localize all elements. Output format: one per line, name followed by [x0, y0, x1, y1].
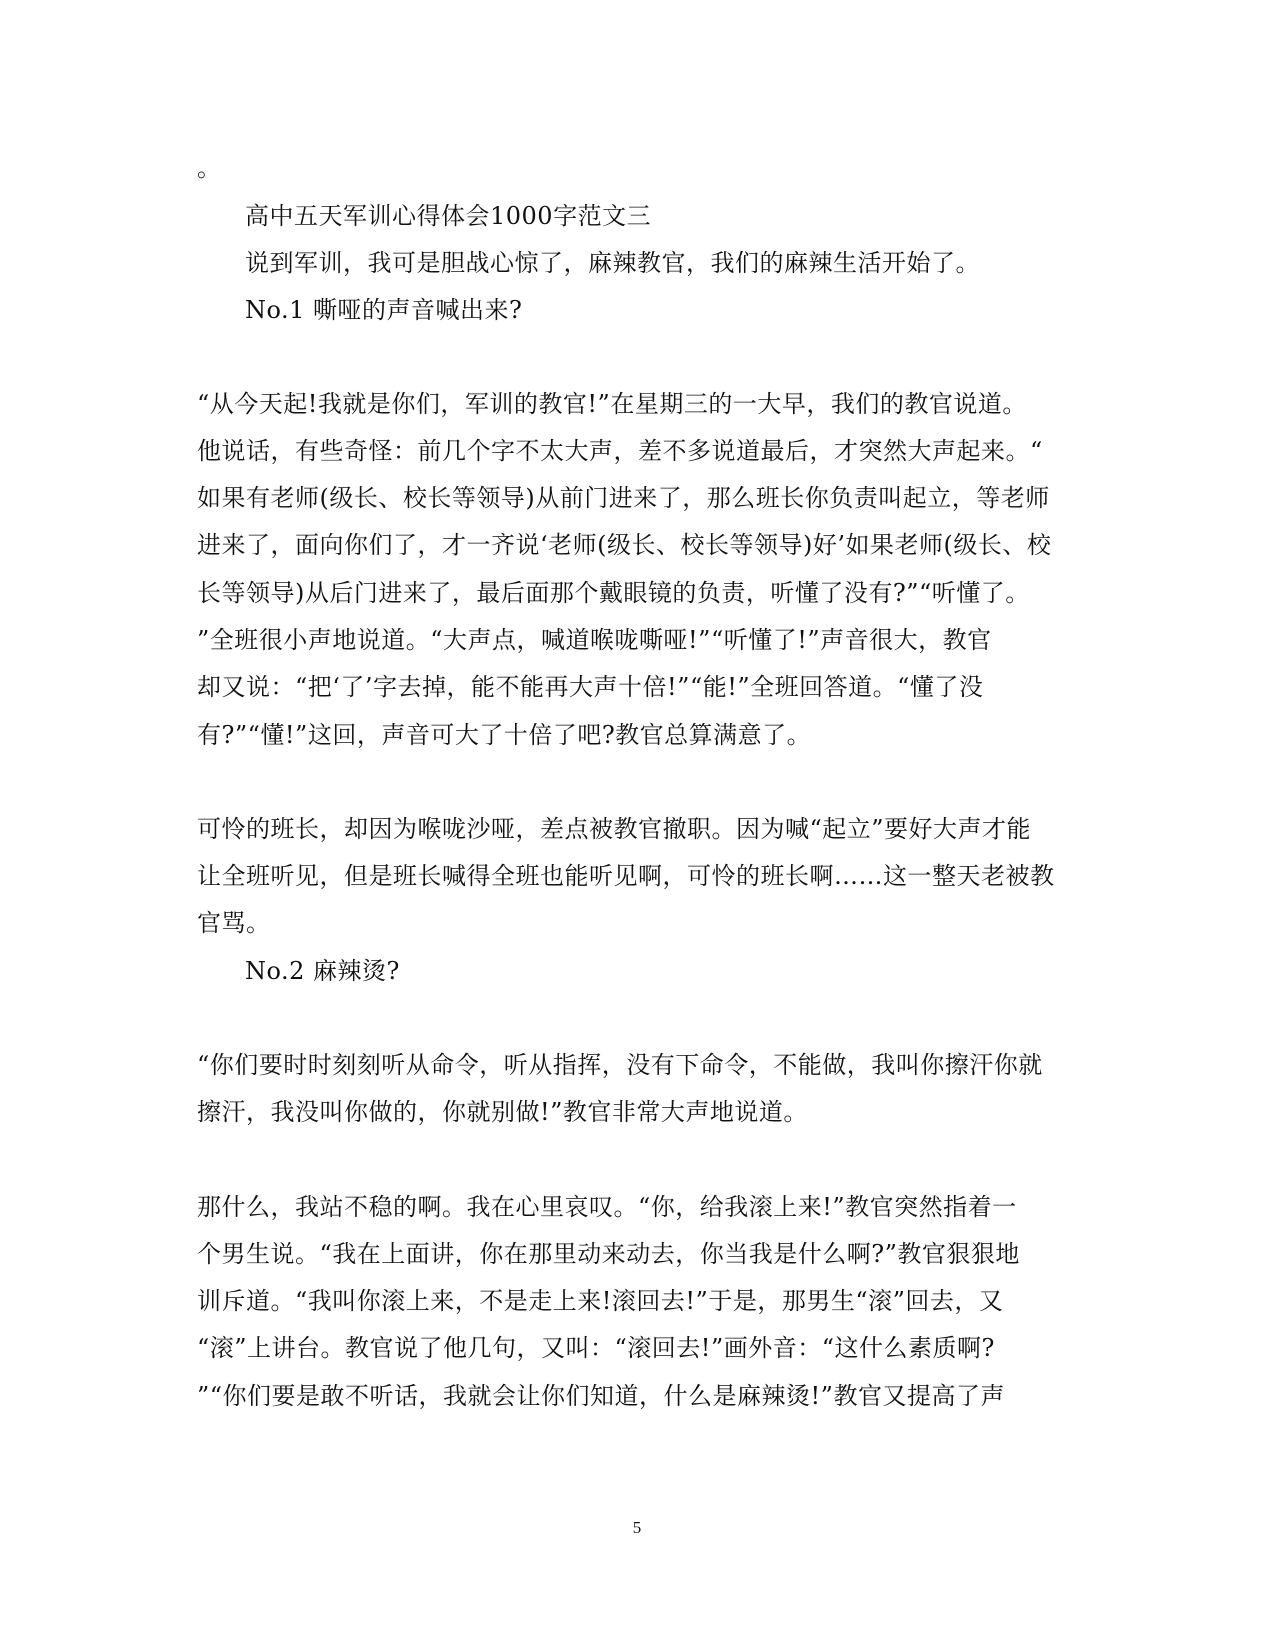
subheading: No.2 麻辣烫? — [245, 957, 400, 985]
text-line: ”“你们要是敢不听话，我就会让你们知道，什么是麻辣烫!”教官又提高了声 — [197, 1382, 1005, 1410]
text-line: 让全班听见，但是班长喊得全班也能听见啊，可怜的班长啊……这一整天老被教 — [197, 862, 1055, 890]
page-number: 5 — [632, 1518, 642, 1537]
text-line: 进来了，面向你们了，才一齐说‘老师(级长、校长等领导)好’如果老师(级长、校 — [197, 531, 1052, 559]
text-line: 。 — [197, 154, 222, 182]
text-line: “滚”上讲台。教官说了他几句，又叫：“滚回去!”画外音：“这什么素质啊? — [197, 1334, 995, 1362]
text-line: 训斥道。“我叫你滚上来，不是走上来!滚回去!”于是，那男生“滚”回去，又 — [197, 1287, 1004, 1315]
section-title: 高中五天军训心得体会1000字范文三 — [245, 202, 652, 230]
text-line: “你们要时时刻刻听从命令，听从指挥，没有下命令，不能做，我叫你擦汗你就 — [197, 1051, 1043, 1079]
text-line: 长等领导)从后门进来了，最后面那个戴眼镜的负责，听懂了没有?”“听懂了。 — [197, 579, 1030, 607]
text-line: 说到军训，我可是胆战心惊了，麻辣教官，我们的麻辣生活开始了。 — [245, 249, 980, 277]
text-line: 他说话，有些奇怪：前几个字不太大声，差不多说道最后，才突然大声起来。“ — [197, 437, 1043, 465]
text-line: 擦汗，我没叫你做的，你就别做!”教官非常大声地说道。 — [197, 1098, 808, 1126]
text-line: 却又说：“把‘了’字去掉，能不能再大声十倍!”“能!”全班回答道。“懂了没 — [197, 673, 984, 701]
text-line: 可怜的班长，却因为喉咙沙哑，差点被教官撤职。因为喊“起立”要好大声才能 — [197, 815, 1032, 843]
text-line: 官骂。 — [197, 909, 271, 937]
text-line: 个男生说。“我在上面讲，你在那里动来动去，你当我是什么啊?”教官狠狠地 — [197, 1240, 1020, 1268]
text-line: 如果有老师(级长、校长等领导)从前门进来了，那么班长你负责叫起立，等老师 — [197, 484, 1050, 512]
text-line: ”全班很小声地说道。“大声点，喊道喉咙嘶哑!”“听懂了!”声音很大，教官 — [197, 626, 992, 654]
text-line: 有?”“懂!”这回，声音可大了十倍了吧?教官总算满意了。 — [197, 721, 812, 749]
subheading: No.1 嘶哑的声音喊出来? — [245, 296, 523, 324]
text-line: 那什么，我站不稳的啊。我在心里哀叹。“你，给我滚上来!”教官突然指着一 — [197, 1193, 1017, 1221]
text-line: “从今天起!我就是你们，军训的教官!”在星期三的一大早，我们的教官说道。 — [197, 390, 1027, 418]
